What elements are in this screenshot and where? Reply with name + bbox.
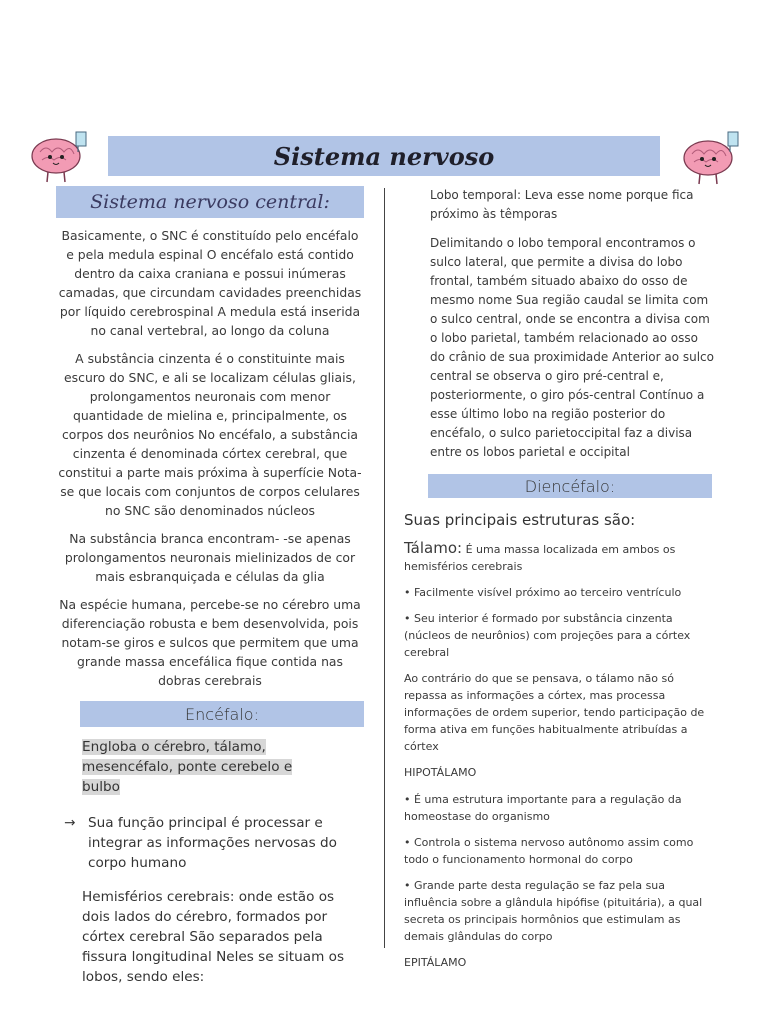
paragraph-lobo-temporal: Lobo temporal: Leva esse nome porque fica próximo às têmporas: [430, 188, 694, 221]
encefalo-heading-text: Encéfalo:: [185, 704, 259, 724]
column-divider: [384, 188, 385, 948]
diencefalo-heading-text: Diencéfalo:: [524, 476, 616, 496]
arrow-icon: →: [64, 815, 76, 831]
section-heading-encefalo: [80, 701, 364, 727]
hipotalamo-bullet-3: • Grande parte desta regulação se faz pela sua influência sobre a glândula hipófise (pituitária), a qual secreta os principais hormônios que estimulam as demais glândulas do corpo: [404, 879, 703, 943]
arrow-note-text: Sua função principal é processar e integrar as informações nervosas do corpo humano: [88, 815, 337, 871]
paragraph-especie-humana: Na espécie humana, percebe-se no cérebro uma diferenciação robusta e bem desenvolvida, pois notam-se giros e sulcos que permitem que uma grande massa encefálica fique contida nas dobras cerebrais: [59, 597, 361, 688]
talamo-label: Tálamo:: [404, 539, 463, 557]
talamo-bullet-1: • Facilmente visível próximo ao terceiro ventrículo: [404, 586, 682, 599]
talamo-text: É uma massa localizada em ambos os hemisférios cerebrais: [404, 543, 676, 573]
left-column: [56, 186, 364, 987]
title-banner: [108, 136, 660, 176]
snc-heading-text: Sistema nervoso central:: [90, 191, 330, 213]
encefalo-summary: [82, 737, 332, 797]
section-heading-diencefalo: [428, 474, 712, 498]
arrow-note: [64, 813, 364, 873]
page-title: Sistema nervoso: [273, 141, 495, 171]
paragraph-snc-intro: Basicamente, o SNC é constituído pelo encéfalo e pela medula espinal O encéfalo está contido dentro da caixa craniana e possui inúmeras camadas, que circundam cavidades preenchidas por líquido cerebrospinal A medula está inserida no canal vertebral, ao longo da coluna: [58, 228, 362, 338]
section-heading-snc: [56, 186, 364, 218]
talamo-bullet-2: • Seu interior é formado por substância cinzenta (núcleos de neurônios) com projeções para a córtex cerebral: [404, 612, 691, 659]
brain-icon: [20, 126, 92, 186]
hipotalamo-heading: HIPOTÁLAMO: [404, 766, 477, 779]
estruturas-intro: Suas principais estruturas são:: [404, 511, 636, 529]
hipotalamo-bullet-1: • É uma estrutura importante para a regulação da homeostase do organismo: [404, 793, 682, 823]
highlighted-text: Engloba o cérebro, tálamo, mesencéfalo, ponte cerebelo e bulbo: [82, 739, 293, 795]
talamo-definition: [404, 540, 714, 575]
paragraph-substancia-cinzenta: A substância cinzenta é o constituinte mais escuro do SNC, e ali se localizam células gliais, prolongamentos neuronais com menor quantidade de mielina e, principalmente, os corpos dos neurônios No encéfalo, a substância cinzenta é denominada córtex cerebral, que constitui a parte mais próxima à superfície Nota-se que locais com conjuntos de corpos celulares no SNC são denominados núcleos: [58, 351, 362, 518]
epitalamo-heading: EPITÁLAMO: [404, 956, 467, 969]
brain-icon: [672, 128, 744, 188]
paragraph-delimitando: Delimitando o lobo temporal encontramos o sulco lateral, que permite a divisa do lobo frontal, também situado abaixo do osso de mesmo nome Sua região caudal se limita com o sulco central, onde se encontra a divisa com o lobo parietal, também relacionado ao osso do crânio de sua proximidade Anterior ao sulco central se observa o giro pré-central e, posteriormente, o giro pós-central Contínuo a esse último lobo na região posterior do encéfalo, o sulco parietoccipital faz a divisa entre os lobos parietal e occipital: [430, 236, 714, 459]
right-column: [404, 186, 714, 971]
paragraph-substancia-branca: Na substância branca encontram- -se apenas prolongamentos neuronais mielinizados de cor mais esbranquiçada e células da glia: [64, 531, 356, 584]
paragraph-hemisferios: Hemisférios cerebrais: onde estão os dois lados do cérebro, formados por córtex cerebral São separados pela fissura longitudinal Neles se situam os lobos, sendo eles:: [82, 889, 345, 985]
talamo-paragraph: Ao contrário do que se pensava, o tálamo não só repassa as informações a córtex, mas processa informações de ordem superior, tendo participação de forma ativa em funções habitualmente atribuídas a córtex: [404, 672, 705, 753]
hipotalamo-bullet-2: • Controla o sistema nervoso autônomo assim como todo o funcionamento hormonal do corpo: [404, 836, 694, 866]
